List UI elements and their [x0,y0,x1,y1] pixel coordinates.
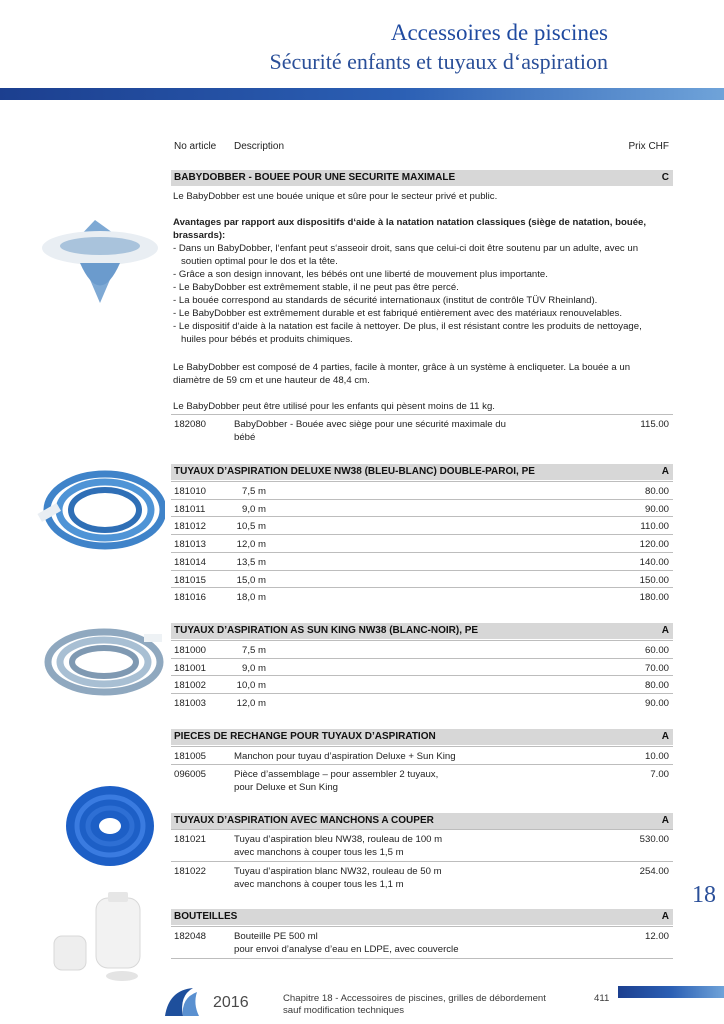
table-row [171,675,673,692]
intro-text: Le BabyDobber est une bouée unique et sûre pour le secteur privé et public. [173,191,498,202]
section-category: A [661,911,669,922]
section-header [171,623,673,639]
item-length: 10,5 m [236,521,266,533]
page-title: Accessoires de piscines [390,20,608,45]
article-number: 181013 [174,539,207,551]
item-price: 90.00 [644,503,669,515]
item-length: 13,5 m [236,556,266,568]
article-number: 181012 [174,521,207,533]
section-category: A [661,731,669,742]
item-description: BabyDobber - Bouée avec siège pour une sécurité maximale du bébé [234,419,506,443]
article-number: 182080 [174,419,207,430]
item-price: 110.00 [640,521,669,533]
item-price: 115.00 [640,419,669,430]
item-price: 150.00 [639,574,669,586]
item-price: 254.00 [639,866,669,877]
item-description: Manchon pour tuyau d’aspiration Deluxe + Sun King [234,751,456,762]
bullet-item: - Dans un BabyDobber, l‘enfant peut s‘asseoir droit, sans que celui-ci doit être soutenu par un adulte, avec un [173,243,639,254]
section-header [171,729,673,745]
footer-bar [618,986,724,998]
item-length: 9,0 m [242,662,266,674]
item-length: 9,0 m [242,503,266,515]
item-length: 7,5 m [242,645,266,656]
footer-year: 2016 [213,994,249,1011]
table-row [171,414,673,446]
item-length: 12,0 m [236,539,266,551]
table-row [171,829,673,861]
bottle-image [48,890,158,985]
sun-king-hose-image [34,624,164,704]
item-length: 12,0 m [236,698,266,710]
item-description: Tuyau d’aspiration blanc NW32, rouleau de 50 m avec manchons à couper tous les 1,1 m [234,866,442,890]
table-row [171,481,673,498]
babydobber-image [40,208,160,308]
article-number: 181015 [174,574,207,586]
bullet-item: - Le BabyDobber est extrêmement durable et est fabriqué entièrement avec des matériaux renouvelables. [173,308,623,319]
article-number: 181005 [174,751,207,762]
bullet-list [173,242,673,346]
article-number: 181000 [174,645,207,656]
item-price: 180.00 [639,592,669,604]
table-row [171,587,673,604]
article-number: 181014 [174,556,207,568]
section-category: A [661,815,669,826]
item-description: Pièce d’assemblage – pour assembler 2 tuyaux, pour Deluxe et Sun King [234,769,439,793]
section-title: BOUTEILLES [174,911,238,922]
item-price: 80.00 [644,486,669,497]
blue-hose-roll-image [60,782,160,872]
bullet-item: huiles pour bébés et produits chimiques. [181,334,353,345]
table-row [171,926,673,958]
item-price: 140.00 [639,556,669,568]
item-price: 530.00 [639,834,669,845]
item-price: 60.00 [644,645,669,656]
bullet-item: - Le dispositif d‘aide à la natation est facile à nettoyer. De plus, il est résistant contre les produits de nettoyage, [173,321,642,332]
article-number: 181022 [174,866,207,877]
table-row [171,516,673,533]
bullet-item: - Le BabyDobber est extrêmement stable, il ne peut pas être percé. [173,282,459,293]
column-head-description: Description [234,141,285,152]
article-number: 181010 [174,486,207,497]
article-number: 181002 [174,680,207,692]
chapter-number: 18 [692,882,716,908]
section-category: A [661,466,669,477]
article-number: 181011 [174,503,206,515]
item-price: 80.00 [644,680,669,692]
section-header [171,909,673,925]
table-row [171,764,673,796]
composition-text: Le BabyDobber est composé de 4 parties, facile à monter, grâce à un système à encliqueter. La bouée a un diamètre de 59 cm et une hauteur de 48,4 cm. [173,362,631,386]
item-length: 7,5 m [242,486,266,497]
table-row [171,552,673,569]
section-title: TUYAUX D’ASPIRATION DELUXE NW38 (BLEU-BLANC) DOUBLE-PAROI, PE [174,466,535,477]
item-length: 10,0 m [236,680,266,692]
table-row [171,861,673,893]
advantages-title: Avantages par rapport aux dispositifs d‘aide à la natation natation classiques (siège de natation, bouée, brassards): [173,217,647,241]
item-description: Bouteille PE 500 ml pour envoi d’analyse d’eau en LDPE, avec couvercle [234,931,459,955]
page-number: 411 [594,993,610,1004]
article-number: 181001 [174,662,207,674]
weight-text: Le BabyDobber peut être utilisé pour les enfants qui pèsent moins de 11 kg. [173,401,495,412]
section-category: C [661,172,669,183]
deluxe-hose-image [30,460,165,560]
table-row [171,499,673,516]
divider [171,958,673,959]
column-head-price: Prix CHF [628,141,669,152]
bullet-item: - La bouée correspond au standards de sécurité internationaux (institut de contrôle TÜV Rheinland). [173,295,598,306]
item-length: 15,0 m [236,574,266,586]
article-number: 181021 [174,834,207,845]
section-category: A [661,625,669,636]
table-row [171,640,673,657]
item-price: 120.00 [639,539,669,551]
section-title: BABYDOBBER - BOUEE POUR UNE SECURITE MAXIMALE [174,172,456,183]
item-length: 18,0 m [236,592,266,604]
item-price: 10.00 [644,751,669,762]
table-row [171,570,673,587]
article-number: 096005 [174,769,207,780]
wave-logo-icon [163,984,203,1020]
column-head-article: No article [174,141,217,152]
footer-text: Chapitre 18 - Accessoires de piscines, grilles de débordement sauf modification techniques [283,993,546,1016]
item-price: 90.00 [644,698,669,710]
section-header [171,464,673,480]
item-price: 12.00 [644,931,669,942]
table-row [171,658,673,675]
section-header [171,170,673,186]
article-number: 181003 [174,698,207,710]
bullet-item: soutien optimal pour le dos et la tête. [181,256,338,267]
section-header [171,813,673,829]
table-row [171,534,673,551]
article-number: 182048 [174,931,207,942]
section-title: PIECES DE RECHANGE POUR TUYAUX D’ASPIRATION [174,731,436,742]
bullet-item: - Grâce a son design innovant, les bébés ont une liberté de mouvement plus importante. [173,269,548,280]
table-row [171,693,673,710]
section-title: TUYAUX D’ASPIRATION AVEC MANCHONS A COUPER [174,815,434,826]
article-number: 181016 [174,592,207,604]
header-bar [0,88,724,100]
page-subtitle: Sécurité enfants et tuyaux d‘aspiration [269,49,608,74]
item-price: 70.00 [644,662,669,674]
item-price: 7.00 [650,769,669,780]
item-description: Tuyau d’aspiration bleu NW38, rouleau de 100 m avec manchons à couper tous les 1,5 m [234,834,443,858]
section-title: TUYAUX D’ASPIRATION AS SUN KING NW38 (BLANC-NOIR), PE [174,625,479,636]
table-row [171,746,673,763]
